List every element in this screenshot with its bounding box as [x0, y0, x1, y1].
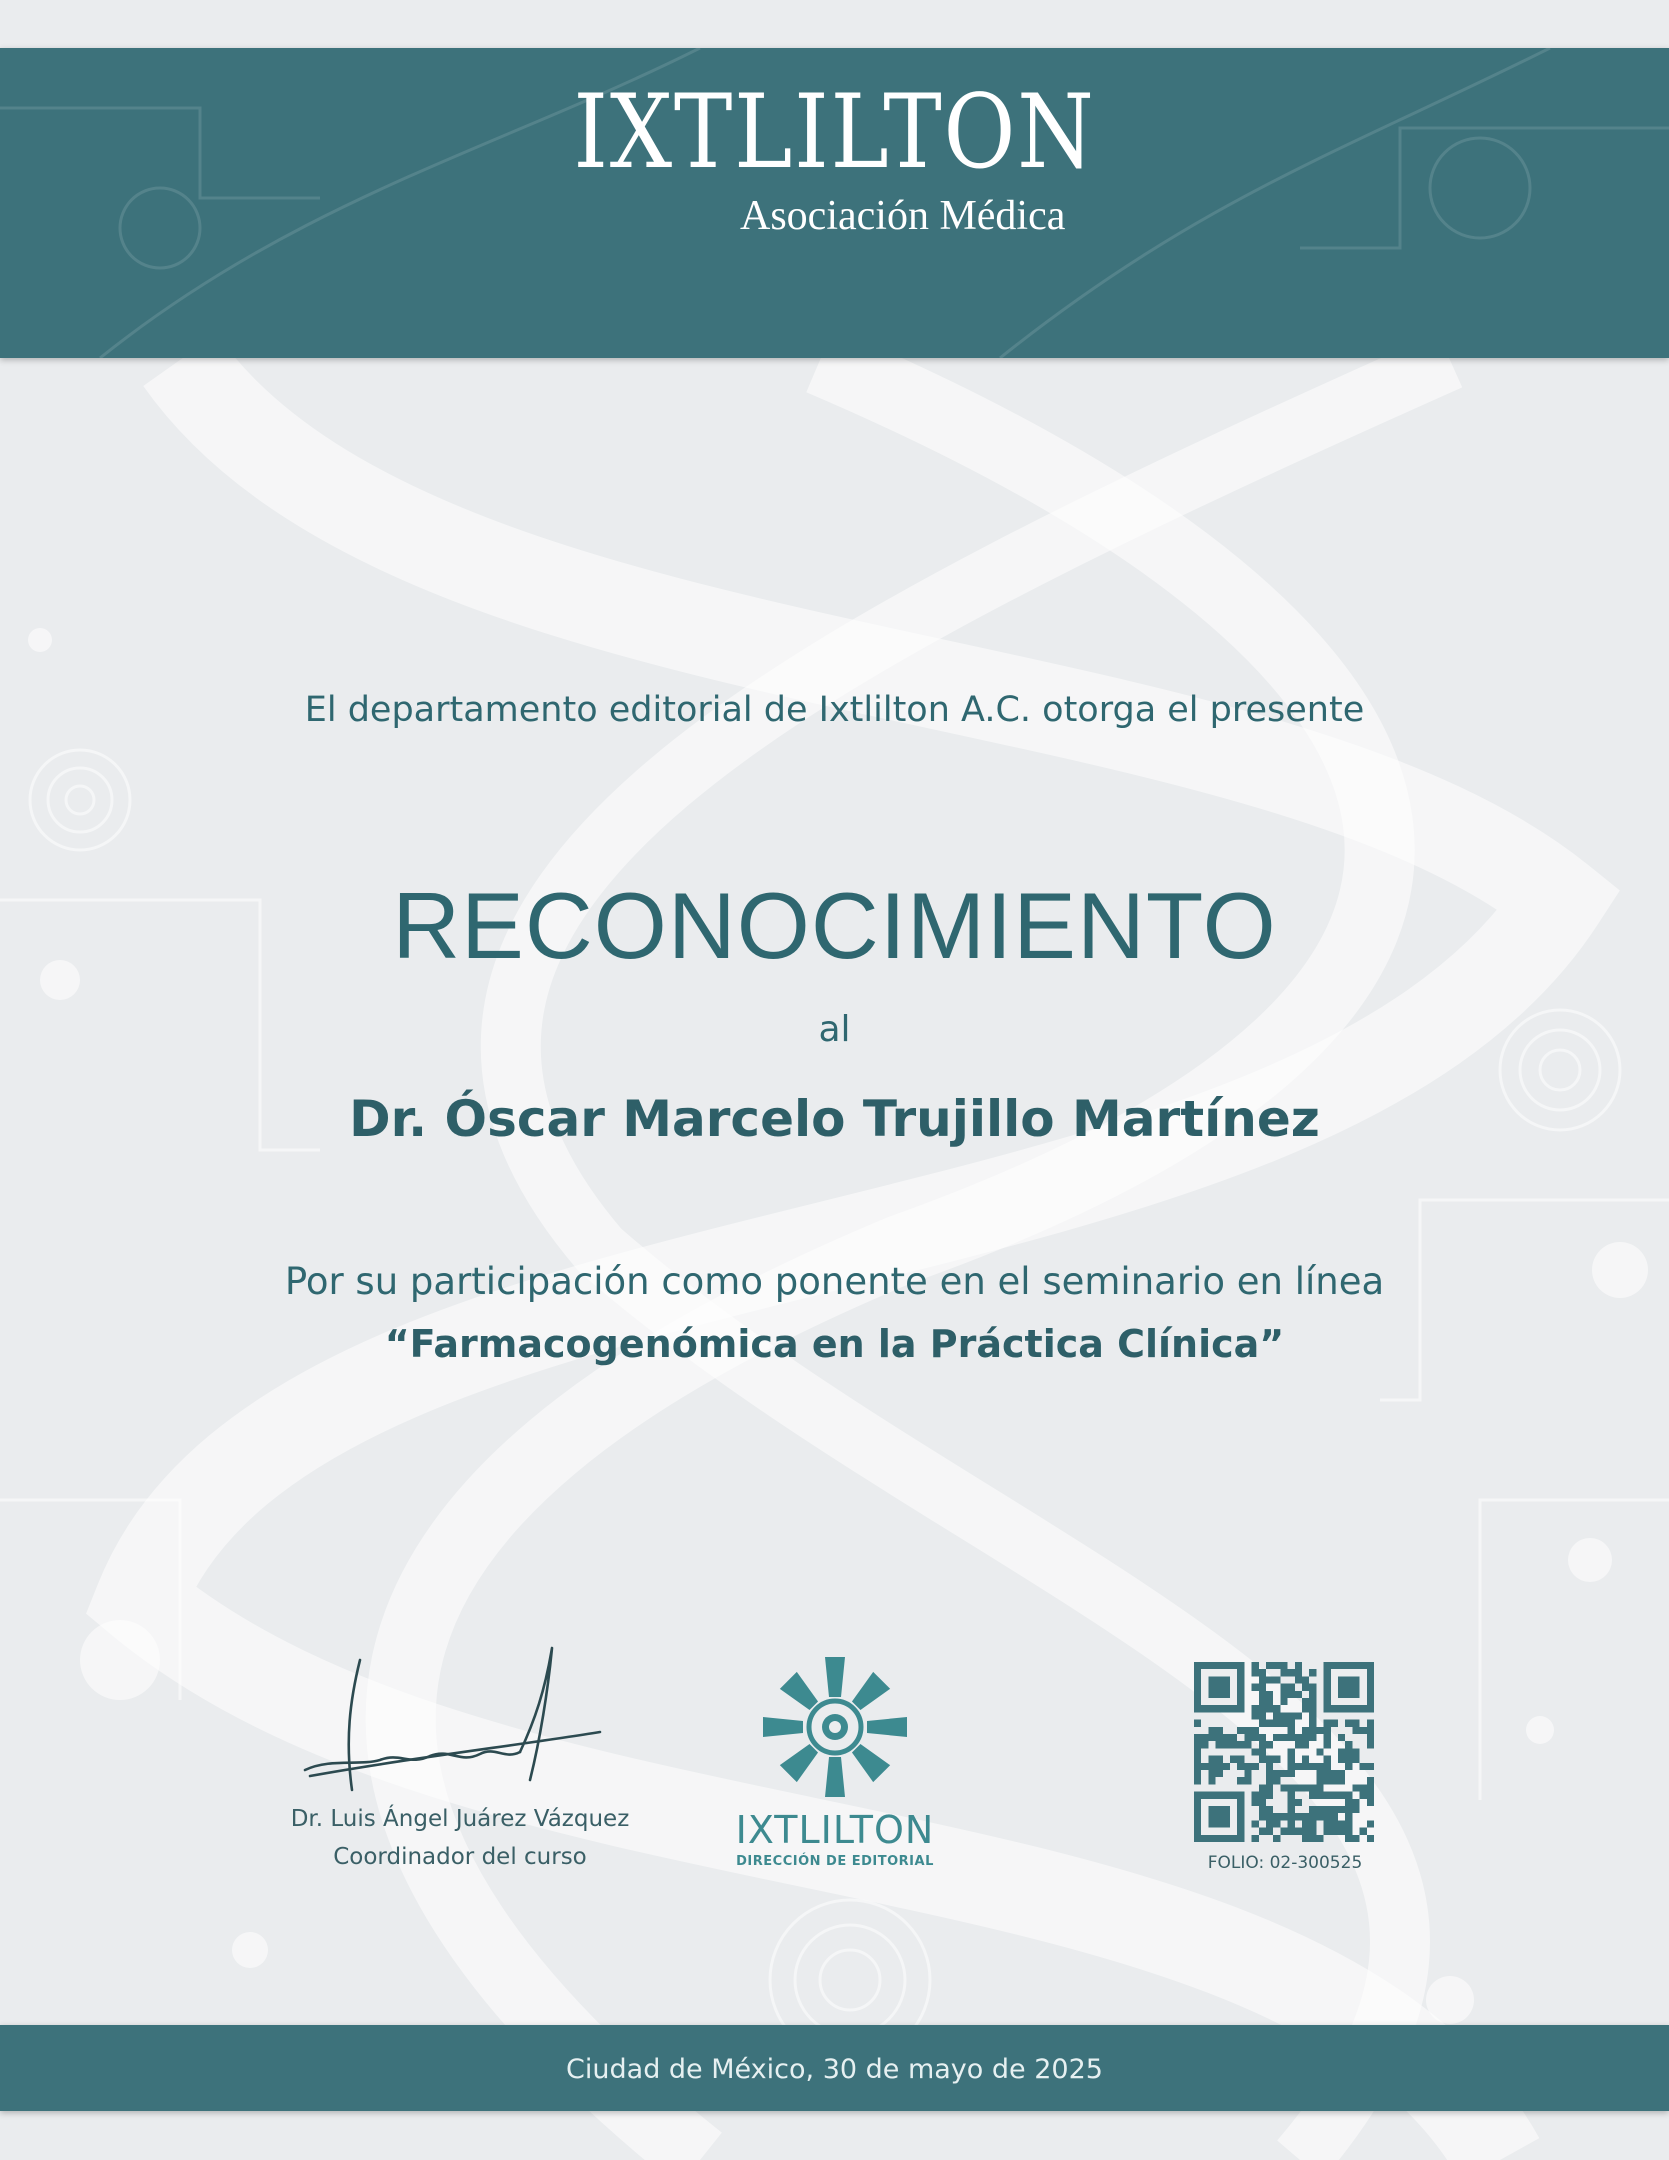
connector-text: al: [818, 1009, 851, 1050]
signer-name: Dr. Luis Ángel Juárez Vázquez: [290, 1806, 630, 1832]
recipient-name: Dr. Óscar Marcelo Trujillo Martínez: [349, 1090, 1320, 1148]
signer-role: Coordinador del curso: [333, 1844, 587, 1870]
award-title: RECONOCIMIENTO: [392, 873, 1277, 978]
intro-text: El departamento editorial de Ixtlilton A.C. otorga el presente: [304, 690, 1365, 730]
issue-date: Ciudad de México, 30 de mayo de 2025: [566, 2054, 1103, 2085]
seal-organization-name: IXTLILTON: [735, 1808, 935, 1852]
folio-number: FOLIO: 02-300525: [1207, 1853, 1363, 1873]
organization-subtitle: Asociación Médica: [740, 193, 1066, 239]
ixtlilton-seal-icon: [756, 1652, 914, 1802]
handwritten-signature: [290, 1640, 620, 1800]
qr-code[interactable]: [1194, 1662, 1374, 1842]
seal-department: DIRECCIÓN DE EDITORIAL: [736, 1854, 934, 1869]
reason-text: Por su participación como ponente en el seminario en línea: [284, 1260, 1385, 1303]
organization-title: IXTLILTON: [573, 73, 1096, 192]
seminar-title: “Farmacogenómica en la Práctica Clínica”: [384, 1322, 1285, 1366]
